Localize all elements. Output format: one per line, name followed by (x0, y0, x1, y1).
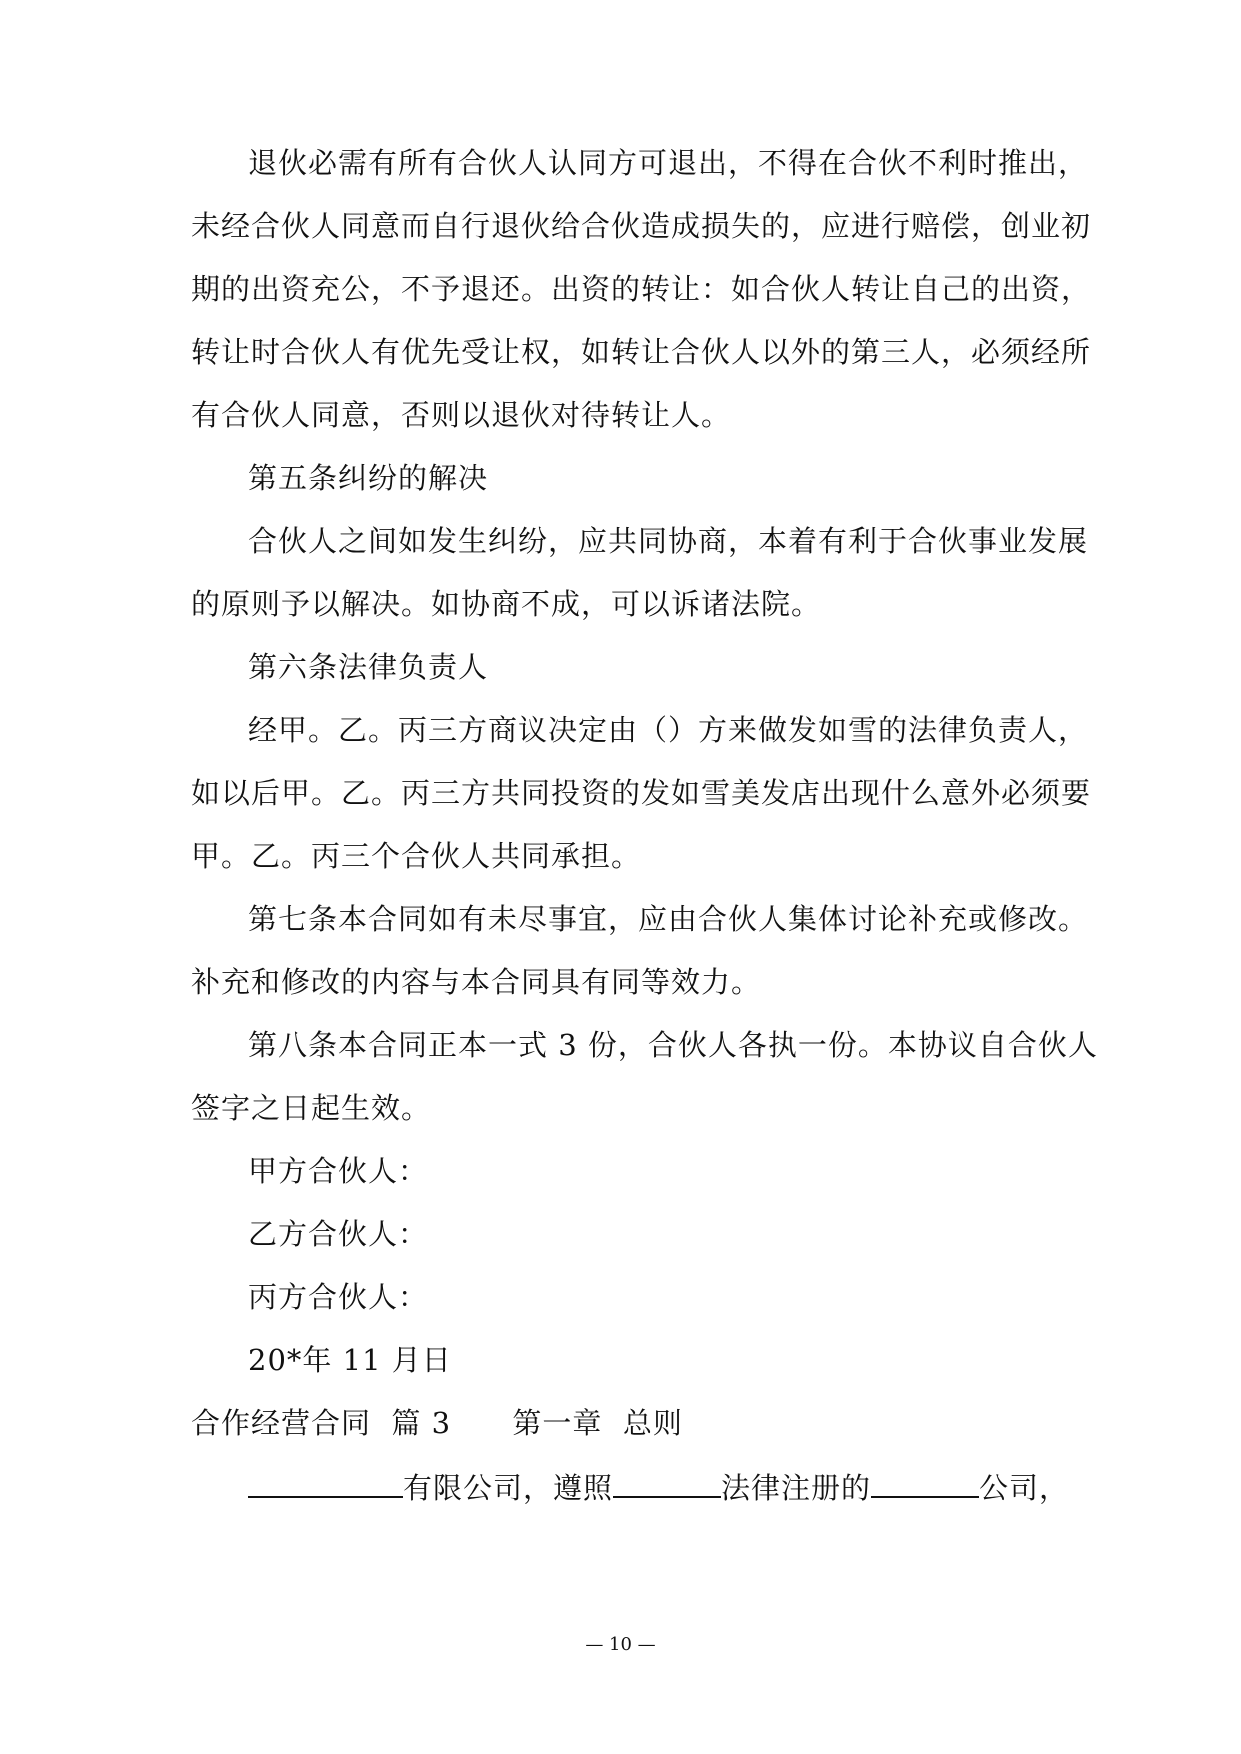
blank-underline (613, 1466, 721, 1498)
paragraph-line: 甲。乙。丙三个合伙人共同承担。 (191, 839, 642, 873)
fill-in-text-3: 公司， (979, 1471, 1070, 1505)
fill-in-text-1: 有限公司，遵照 (403, 1471, 614, 1505)
blank-underline (871, 1466, 979, 1498)
paragraph-line: 转让时合伙人有优先受让权，如转让合伙人以外的第三人，必须经所 (191, 335, 1092, 369)
signature-party-a: 甲方合伙人： (248, 1154, 429, 1188)
paragraph-line: 第七条本合同如有未尽事宜，应由合伙人集体讨论补充或修改。 (248, 902, 1089, 936)
paragraph-line: 如以后甲。乙。丙三方共同投资的发如雪美发店出现什么意外必须要 (191, 776, 1092, 810)
paragraph-line: 补充和修改的内容与本合同具有同等效力。 (191, 965, 762, 999)
blank-underline (248, 1466, 403, 1498)
signature-party-b: 乙方合伙人： (248, 1217, 429, 1251)
paragraph-line: 有合伙人同意，否则以退伙对待转让人。 (191, 398, 732, 432)
chapter-heading: 合作经营合同 篇 3 第一章 总则 (191, 1406, 683, 1440)
paragraph-line: 期的出资充公，不予退还。出资的转让：如合伙人转让自己的出资， (191, 272, 1092, 306)
paragraph-line: 经甲。乙。丙三方商议决定由（）方来做发如雪的法律负责人， (248, 713, 1089, 747)
signature-party-c: 丙方合伙人： (248, 1280, 429, 1314)
section-heading: 第六条法律负责人 (248, 650, 489, 684)
paragraph-line: 的原则予以解决。如协商不成，可以诉诸法院。 (191, 587, 822, 621)
fill-in-text-2: 法律注册的 (721, 1471, 872, 1505)
date-line: 20*年 11 月日 (248, 1343, 452, 1377)
page-number: — 10 — (585, 1634, 656, 1655)
paragraph-line: 第八条本合同正本一式 3 份，合伙人各执一份。本协议自合伙人 (248, 1028, 1098, 1062)
paragraph-line: 退伙必需有所有合伙人认同方可退出，不得在合伙不利时推出， (248, 146, 1089, 180)
paragraph-line: 签字之日起生效。 (191, 1091, 432, 1125)
paragraph-line: 未经合伙人同意而自行退伙给合伙造成损失的，应进行赔偿，创业初 (191, 209, 1092, 243)
paragraph-line: 合伙人之间如发生纠纷，应共同协商，本着有利于合伙事业发展 (248, 524, 1089, 558)
fill-in-line (248, 1466, 1069, 1508)
section-heading: 第五条纠纷的解决 (248, 461, 489, 495)
